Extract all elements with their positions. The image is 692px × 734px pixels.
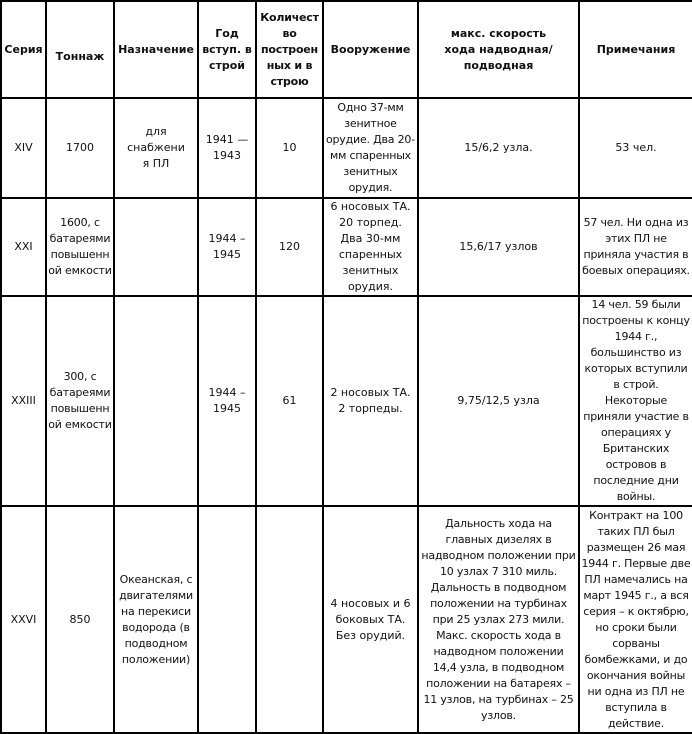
cell-count: 10 (256, 98, 323, 198)
cell-armament: Одно 37-мм зенитное орудие. Два 20-мм спаренных зенитных орудия. (323, 98, 418, 198)
cell-year: 1944 – 1945 (198, 198, 256, 296)
cell-notes: 57 чел. Ни одна из этих ПЛ не приняла участия в боевых операциях. (579, 198, 692, 296)
cell-notes: 14 чел. 59 были построены к концу 1944 г., большинство из которых вступили в строй. Некоторые приняли участие в операциях у Британских островов в последние дни войны. (579, 296, 692, 506)
cell-tonnage: 300, с батареями повышенной емкости (46, 296, 114, 506)
header-speed: макс. скорость хода надводная/ подводная (418, 1, 579, 98)
cell-series: XXVI (1, 506, 46, 733)
cell-count (256, 506, 323, 733)
cell-speed: Дальность хода на главных дизелях в надводном положении при 10 узлах 7 310 миль. Дальность в подводном положении на турбинах при 25 узлах 273 мили. Макс. скорость хода в надводном положении 14,4 узла, в подводном положении на батареях – 11 узлов, на турбинах – 25 узлов. (418, 506, 579, 733)
table-row (1, 198, 692, 296)
cell-series: XXI (1, 198, 46, 296)
cell-speed: 9,75/12,5 узла (418, 296, 579, 506)
cell-notes: Контракт на 100 таких ПЛ был размещен 26 мая 1944 г. Первые две ПЛ намечались на март 1945 г., а вся серия – к октябрю, но сроки были сорваны бомбежками, и до окончания войны ни одна из ПЛ не вступила в действие. (579, 506, 692, 733)
cell-year: 1944 – 1945 (198, 296, 256, 506)
cell-armament: 4 носовых и 6 боковых ТА. Без орудий. (323, 506, 418, 733)
cell-armament: 6 носовых ТА. 20 торпед. Два 30-мм спаренных зенитных орудия. (323, 198, 418, 296)
cell-tonnage: 1600, с батареями повышенной емкости (46, 198, 114, 296)
cell-notes: 53 чел. (579, 98, 692, 198)
cell-purpose: Океанская, с двигателями на перекиси водорода (в подводном положении) (114, 506, 198, 733)
header-armament: Вооружение (323, 1, 418, 98)
cell-purpose: для снабжения ПЛ (114, 98, 198, 198)
cell-series: XIV (1, 98, 46, 198)
cell-purpose (114, 296, 198, 506)
table-row (1, 296, 692, 506)
cell-tonnage: 850 (46, 506, 114, 733)
cell-count: 61 (256, 296, 323, 506)
cell-series: XXIII (1, 296, 46, 506)
header-row (1, 1, 692, 98)
header-year: Год вступ. в строй (198, 1, 256, 98)
header-count: Количество построенных и в строю (256, 1, 323, 98)
header-notes: Примечания (579, 1, 692, 98)
table-row (1, 98, 692, 198)
cell-purpose (114, 198, 198, 296)
cell-tonnage: 1700 (46, 98, 114, 198)
cell-speed: 15,6/17 узлов (418, 198, 579, 296)
cell-year (198, 506, 256, 733)
header-purpose: Назначение (114, 1, 198, 98)
cell-speed: 15/6,2 узла. (418, 98, 579, 198)
cell-year: 1941 — 1943 (198, 98, 256, 198)
header-tonnage: Тоннаж (46, 1, 114, 98)
header-series: Серия (1, 1, 46, 98)
cell-armament: 2 носовых ТА. 2 торпеды. (323, 296, 418, 506)
cell-count: 120 (256, 198, 323, 296)
table-row (1, 506, 692, 733)
